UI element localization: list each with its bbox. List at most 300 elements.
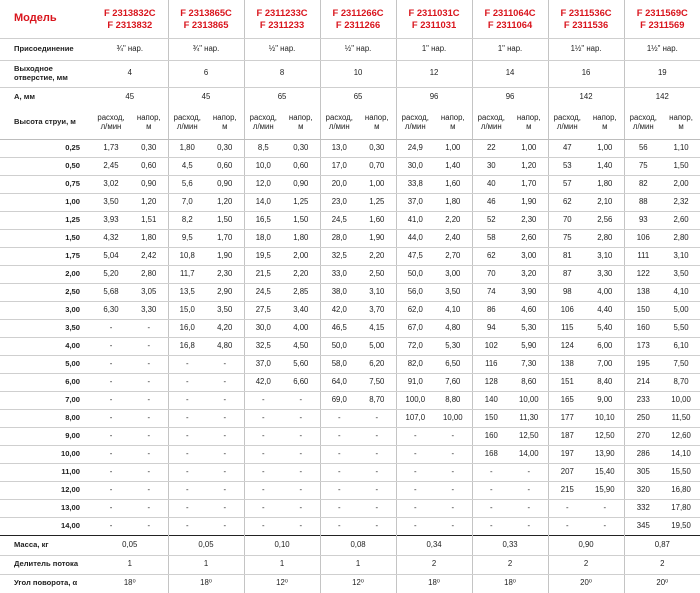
pressure: 6,60 bbox=[282, 373, 320, 391]
flow-rate: - bbox=[320, 499, 358, 517]
pressure: - bbox=[434, 481, 472, 499]
jet-height: 12,00 bbox=[0, 481, 92, 499]
flow-rate: 5,04 bbox=[92, 247, 130, 265]
info-value: 65 bbox=[244, 87, 320, 107]
pressure: 6,00 bbox=[586, 337, 624, 355]
flow-rate-header: расход, л/мин bbox=[396, 107, 434, 139]
pressure: 10,10 bbox=[586, 409, 624, 427]
flow-rate: 207 bbox=[548, 463, 586, 481]
flow-row bbox=[0, 337, 700, 355]
flow-row bbox=[0, 229, 700, 247]
bottom-label: Масса, кг bbox=[0, 535, 92, 555]
flow-rate: 1,73 bbox=[92, 139, 130, 157]
flow-rate: 72,0 bbox=[396, 337, 434, 355]
pressure: - bbox=[586, 499, 624, 517]
flow-rate: - bbox=[168, 391, 206, 409]
flow-rate: - bbox=[244, 445, 282, 463]
flow-rate: - bbox=[396, 445, 434, 463]
pressure: 1,90 bbox=[358, 229, 396, 247]
pressure: 1,80 bbox=[282, 229, 320, 247]
pressure: - bbox=[130, 391, 168, 409]
pressure: 4,60 bbox=[510, 301, 548, 319]
flow-rate: 10,8 bbox=[168, 247, 206, 265]
pressure: 5,50 bbox=[662, 319, 700, 337]
jet-height: 0,25 bbox=[0, 139, 92, 157]
flow-rate: 82 bbox=[624, 175, 662, 193]
flow-rate: 91,0 bbox=[396, 373, 434, 391]
flow-rate: 3,02 bbox=[92, 175, 130, 193]
model-code: F 2311569C bbox=[636, 7, 688, 19]
pressure: 5,00 bbox=[662, 301, 700, 319]
pressure: 4,80 bbox=[434, 319, 472, 337]
model-name bbox=[396, 0, 472, 38]
jet-height: 3,50 bbox=[0, 319, 92, 337]
pressure: 4,10 bbox=[662, 283, 700, 301]
pressure: - bbox=[358, 463, 396, 481]
bottom-value: 0,10 bbox=[244, 535, 320, 555]
flow-rate: - bbox=[320, 427, 358, 445]
flow-label: Высота струи, м bbox=[0, 107, 92, 139]
pressure: 5,30 bbox=[434, 337, 472, 355]
pressure: 0,60 bbox=[130, 157, 168, 175]
flow-rate: 5,68 bbox=[92, 283, 130, 301]
flow-row bbox=[0, 193, 700, 211]
flow-rate: 53 bbox=[548, 157, 586, 175]
bottom-label: Угол поворота, α bbox=[14, 578, 78, 588]
flow-rate: - bbox=[320, 463, 358, 481]
flow-row bbox=[0, 355, 700, 373]
pressure: 4,40 bbox=[586, 301, 624, 319]
pressure: 13,90 bbox=[586, 445, 624, 463]
flow-row bbox=[0, 427, 700, 445]
pressure: 0,30 bbox=[206, 139, 244, 157]
pressure: - bbox=[206, 481, 244, 499]
pressure: 3,50 bbox=[662, 265, 700, 283]
flow-rate: 150 bbox=[624, 301, 662, 319]
info-value: ¾" нар. bbox=[168, 38, 244, 60]
pressure: 2,80 bbox=[586, 229, 624, 247]
jet-height: 11,00 bbox=[0, 463, 92, 481]
flow-rate: 41,0 bbox=[396, 211, 434, 229]
pressure: 3,10 bbox=[586, 247, 624, 265]
pressure: 1,70 bbox=[510, 175, 548, 193]
flow-rate: 82,0 bbox=[396, 355, 434, 373]
info-value: 65 bbox=[320, 87, 396, 107]
info-row bbox=[0, 38, 700, 60]
pressure: - bbox=[510, 481, 548, 499]
pressure: 14,10 bbox=[662, 445, 700, 463]
flow-rate: - bbox=[548, 517, 586, 535]
pressure: - bbox=[434, 499, 472, 517]
flow-rate: 32,5 bbox=[244, 337, 282, 355]
flow-row bbox=[0, 211, 700, 229]
pressure: - bbox=[451, 520, 455, 530]
flow-rate: 115 bbox=[548, 319, 586, 337]
flow-rate-header: расход, л/мин bbox=[624, 107, 662, 139]
flow-rate: - bbox=[168, 499, 206, 517]
flow-rate: - bbox=[396, 427, 434, 445]
flow-rate: - bbox=[92, 427, 130, 445]
flow-rate: 138 bbox=[624, 283, 662, 301]
flow-rate: 50,0 bbox=[396, 265, 434, 283]
jet-height: 9,00 bbox=[0, 427, 92, 445]
pressure: - bbox=[527, 520, 531, 530]
pressure: 10,00 bbox=[510, 391, 548, 409]
pressure: 5,40 bbox=[586, 319, 624, 337]
flow-rate: - bbox=[168, 373, 206, 391]
pressure: 2,00 bbox=[282, 247, 320, 265]
flow-rate: 32,5 bbox=[320, 247, 358, 265]
flow-rate: 17,0 bbox=[320, 157, 358, 175]
flow-rate: 28,0 bbox=[320, 229, 358, 247]
pressure: - bbox=[130, 481, 168, 499]
model-code: F 2311064C bbox=[484, 7, 536, 19]
pressure: 1,51 bbox=[130, 211, 168, 229]
pressure: - bbox=[282, 391, 320, 409]
flow-rate: 93 bbox=[624, 211, 662, 229]
flow-rate: 62 bbox=[548, 193, 586, 211]
pressure: 6,20 bbox=[358, 355, 396, 373]
pressure: - bbox=[603, 520, 607, 530]
flow-rate: 197 bbox=[548, 445, 586, 463]
pressure: 5,60 bbox=[282, 355, 320, 373]
pressure: - bbox=[130, 427, 168, 445]
pressure: 3,30 bbox=[586, 265, 624, 283]
flow-rate: - bbox=[92, 445, 130, 463]
pressure: - bbox=[282, 427, 320, 445]
pressure: 0,30 bbox=[130, 139, 168, 157]
flow-rate: - bbox=[168, 427, 206, 445]
flow-rate: 233 bbox=[624, 391, 662, 409]
flow-rate: 37,0 bbox=[396, 193, 434, 211]
pressure: 2,00 bbox=[662, 175, 700, 193]
flow-rate: 187 bbox=[548, 427, 586, 445]
flow-rate: - bbox=[168, 445, 206, 463]
flow-row bbox=[0, 499, 700, 517]
pressure: 17,80 bbox=[662, 499, 700, 517]
flow-rate-header: расход, л/мин bbox=[244, 107, 282, 139]
flow-rate: 1,80 bbox=[168, 139, 206, 157]
info-value: 8 bbox=[244, 60, 320, 87]
pressure: 3,50 bbox=[206, 301, 244, 319]
pressure: 11,50 bbox=[662, 409, 700, 427]
flow-rate: 40 bbox=[472, 175, 510, 193]
flow-rate-header: расход, л/мин bbox=[92, 107, 130, 139]
pressure: 12,50 bbox=[510, 427, 548, 445]
pressure: 1,40 bbox=[586, 157, 624, 175]
flow-rate: 165 bbox=[548, 391, 586, 409]
flow-rate: - bbox=[168, 409, 206, 427]
flow-rate: 33,8 bbox=[396, 175, 434, 193]
flow-rate: 47 bbox=[548, 139, 586, 157]
flow-rate: 42,0 bbox=[244, 373, 282, 391]
pressure: 1,25 bbox=[358, 193, 396, 211]
flow-rate: 4,5 bbox=[168, 157, 206, 175]
flow-rate: 4,32 bbox=[92, 229, 130, 247]
model-name bbox=[472, 0, 548, 38]
pressure: - bbox=[206, 355, 244, 373]
pressure: 0,30 bbox=[358, 139, 396, 157]
pressure: 10,00 bbox=[662, 391, 700, 409]
flow-rate: - bbox=[320, 409, 358, 427]
flow-row bbox=[0, 373, 700, 391]
pressure: 5,30 bbox=[510, 319, 548, 337]
pressure: 1,00 bbox=[434, 139, 472, 157]
pressure: 7,50 bbox=[358, 373, 396, 391]
flow-rate: - bbox=[168, 463, 206, 481]
model-code: F 2311536 bbox=[563, 18, 609, 30]
model-code: F 2311064 bbox=[487, 18, 533, 30]
pressure: 2,20 bbox=[434, 211, 472, 229]
pressure: - bbox=[375, 520, 379, 530]
flow-rate: 345 bbox=[624, 517, 662, 535]
model-code: F 2313865C bbox=[180, 7, 232, 19]
flow-rate: 140 bbox=[472, 391, 510, 409]
pressure: - bbox=[130, 409, 168, 427]
pressure: 1,80 bbox=[434, 193, 472, 211]
pressure: 0,90 bbox=[130, 175, 168, 193]
pressure: - bbox=[147, 520, 151, 530]
pressure: 0,60 bbox=[206, 157, 244, 175]
bottom-value: 1 bbox=[168, 555, 244, 574]
pressure: - bbox=[130, 373, 168, 391]
flow-rate: 160 bbox=[472, 427, 510, 445]
bottom-value: 0,08 bbox=[320, 535, 396, 555]
pressure: 15,90 bbox=[586, 481, 624, 499]
pressure: - bbox=[206, 427, 244, 445]
flow-rate: 150 bbox=[472, 409, 510, 427]
pressure: 0,70 bbox=[358, 157, 396, 175]
pressure-header: напор, м bbox=[282, 107, 320, 139]
flow-rate: 24,5 bbox=[320, 211, 358, 229]
model-name bbox=[92, 0, 168, 38]
pressure: 2,30 bbox=[510, 211, 548, 229]
info-value: 19 bbox=[624, 60, 700, 87]
pressure: 1,00 bbox=[586, 139, 624, 157]
jet-height: 1,50 bbox=[0, 229, 92, 247]
flow-rate: 2,45 bbox=[92, 157, 130, 175]
flow-rate: - bbox=[472, 517, 510, 535]
bottom-value: 18⁰ bbox=[396, 574, 472, 593]
pressure: 1,90 bbox=[510, 193, 548, 211]
flow-rate-header: расход, л/мин bbox=[472, 107, 510, 139]
pressure: - bbox=[206, 373, 244, 391]
flow-rate: 44,0 bbox=[396, 229, 434, 247]
flow-rate: - bbox=[244, 517, 282, 535]
pressure: 1,50 bbox=[282, 211, 320, 229]
pressure: - bbox=[206, 463, 244, 481]
pressure: 4,50 bbox=[282, 337, 320, 355]
bottom-value: 0,90 bbox=[548, 535, 624, 555]
jet-height: 3,00 bbox=[0, 301, 92, 319]
pressure: 1,90 bbox=[206, 247, 244, 265]
pressure: 11,30 bbox=[510, 409, 548, 427]
pressure: 10,00 bbox=[434, 409, 472, 427]
flow-row bbox=[0, 157, 700, 175]
pressure: 2,20 bbox=[282, 265, 320, 283]
pressure: 5,00 bbox=[358, 337, 396, 355]
pressure: 2,10 bbox=[586, 193, 624, 211]
bottom-value: 18⁰ bbox=[123, 578, 136, 588]
info-value: 16 bbox=[548, 60, 624, 87]
flow-rate: 58,0 bbox=[320, 355, 358, 373]
flow-rate: - bbox=[92, 409, 130, 427]
pressure: 14,00 bbox=[510, 445, 548, 463]
bottom-label: Делитель потока bbox=[0, 555, 92, 574]
info-value: 1" нар. bbox=[472, 38, 548, 60]
pressure: 0,60 bbox=[282, 157, 320, 175]
model-code: F 2313865 bbox=[183, 18, 229, 30]
model-label: Модель bbox=[0, 0, 92, 38]
pressure-header: напор, м bbox=[586, 107, 624, 139]
pressure: 1,20 bbox=[510, 157, 548, 175]
flow-rate: 27,5 bbox=[244, 301, 282, 319]
bottom-value: 2 bbox=[548, 555, 624, 574]
pressure: - bbox=[282, 463, 320, 481]
flow-rate: 19,5 bbox=[244, 247, 282, 265]
flow-rate: 160 bbox=[624, 319, 662, 337]
flow-rate: 177 bbox=[548, 409, 586, 427]
pressure: - bbox=[358, 427, 396, 445]
flow-rate: - bbox=[244, 463, 282, 481]
flow-rate: 20,0 bbox=[320, 175, 358, 193]
jet-height: 2,50 bbox=[0, 283, 92, 301]
flow-rate: 15,0 bbox=[168, 301, 206, 319]
flow-rate: 11,7 bbox=[168, 265, 206, 283]
pressure: 2,32 bbox=[662, 193, 700, 211]
pressure: 6,50 bbox=[434, 355, 472, 373]
flow-rate: - bbox=[244, 409, 282, 427]
flow-row bbox=[0, 319, 700, 337]
flow-rate: 14,0 bbox=[244, 193, 282, 211]
flow-rate: 195 bbox=[624, 355, 662, 373]
flow-rate: 30 bbox=[472, 157, 510, 175]
flow-rate: - bbox=[320, 481, 358, 499]
pressure: 3,20 bbox=[510, 265, 548, 283]
flow-rate: 124 bbox=[548, 337, 586, 355]
bottom-value: 20⁰ bbox=[548, 574, 624, 593]
bottom-value: 20⁰ bbox=[624, 574, 700, 593]
pressure: 19,50 bbox=[671, 520, 691, 530]
model-code: F 2311031 bbox=[411, 18, 457, 30]
pressure: 4,20 bbox=[206, 319, 244, 337]
flow-rate: - bbox=[92, 319, 130, 337]
pressure: 1,70 bbox=[206, 229, 244, 247]
pressure: - bbox=[130, 319, 168, 337]
flow-rate: 3,93 bbox=[92, 211, 130, 229]
flow-rate: - bbox=[396, 517, 434, 535]
pressure: 8,70 bbox=[662, 373, 700, 391]
model-header-row bbox=[0, 0, 700, 38]
pressure: - bbox=[434, 445, 472, 463]
flow-rate: 16,5 bbox=[244, 211, 282, 229]
pressure: 6,10 bbox=[662, 337, 700, 355]
info-value: 4 bbox=[92, 60, 168, 87]
flow-rate: 5,20 bbox=[92, 265, 130, 283]
pressure-header: напор, м bbox=[358, 107, 396, 139]
bottom-value: 0,87 bbox=[624, 535, 700, 555]
flow-rate: 94 bbox=[472, 319, 510, 337]
bottom-value: 0,33 bbox=[472, 535, 548, 555]
flow-rate: 88 bbox=[624, 193, 662, 211]
bottom-value: 1 bbox=[92, 555, 168, 574]
bottom-value: 18⁰ bbox=[168, 574, 244, 593]
flow-rate: 70 bbox=[472, 265, 510, 283]
pressure: 3,05 bbox=[130, 283, 168, 301]
model-code: F 2311266 bbox=[335, 18, 381, 30]
pressure-header: напор, м bbox=[510, 107, 548, 139]
pressure: - bbox=[206, 499, 244, 517]
flow-rate: - bbox=[92, 355, 130, 373]
flow-rate: - bbox=[168, 517, 206, 535]
flow-rate: 12,0 bbox=[244, 175, 282, 193]
flow-rate: 30,0 bbox=[396, 157, 434, 175]
pressure: 2,50 bbox=[358, 265, 396, 283]
flow-rate: 87 bbox=[548, 265, 586, 283]
info-value: 12 bbox=[396, 60, 472, 87]
flow-rate: 106 bbox=[624, 229, 662, 247]
pressure: 1,00 bbox=[510, 139, 548, 157]
info-value: 45 bbox=[168, 87, 244, 107]
pressure: 2,80 bbox=[130, 265, 168, 283]
jet-height: 0,50 bbox=[0, 157, 92, 175]
flow-rate: 69,0 bbox=[320, 391, 358, 409]
info-value: 6 bbox=[168, 60, 244, 87]
pressure: 2,80 bbox=[662, 229, 700, 247]
bottom-value: 1 bbox=[320, 555, 396, 574]
flow-rate: 215 bbox=[548, 481, 586, 499]
flow-row bbox=[0, 283, 700, 301]
flow-rate: 3,50 bbox=[92, 193, 130, 211]
pressure: 2,60 bbox=[510, 229, 548, 247]
flow-rate: 100,0 bbox=[396, 391, 434, 409]
pressure: 1,00 bbox=[358, 175, 396, 193]
model-name bbox=[168, 0, 244, 38]
flow-rate: - bbox=[244, 427, 282, 445]
pressure: 1,50 bbox=[206, 211, 244, 229]
flow-row bbox=[0, 445, 700, 463]
pressure: - bbox=[282, 481, 320, 499]
pressure: 15,50 bbox=[662, 463, 700, 481]
model-code: F 2311233 bbox=[259, 18, 305, 30]
model-code: F 2311266C bbox=[332, 7, 384, 19]
pressure: 2,40 bbox=[434, 229, 472, 247]
pressure: - bbox=[358, 499, 396, 517]
flow-rate: 98 bbox=[548, 283, 586, 301]
flow-rate-header: расход, л/мин bbox=[168, 107, 206, 139]
jet-height: 8,00 bbox=[0, 409, 92, 427]
pressure: 1,10 bbox=[662, 139, 700, 157]
info-label: Выходное отверстие, мм bbox=[0, 60, 92, 87]
pressure: 4,80 bbox=[206, 337, 244, 355]
bottom-value: 18⁰ bbox=[472, 574, 548, 593]
flow-rate: - bbox=[92, 391, 130, 409]
pressure: 1,50 bbox=[662, 157, 700, 175]
pressure: 1,20 bbox=[130, 193, 168, 211]
info-value: ¾" нар. bbox=[92, 38, 168, 60]
flow-rate: 102 bbox=[472, 337, 510, 355]
flow-rate: 111 bbox=[624, 247, 662, 265]
flow-rate: 46,5 bbox=[320, 319, 358, 337]
info-label: А, мм bbox=[14, 91, 35, 101]
flow-rate: - bbox=[168, 481, 206, 499]
flow-rate: 62,0 bbox=[396, 301, 434, 319]
flow-rate: 56,0 bbox=[396, 283, 434, 301]
flow-rate: - bbox=[396, 481, 434, 499]
bottom-row bbox=[0, 555, 700, 574]
flow-rate: 8,5 bbox=[244, 139, 282, 157]
jet-height: 13,00 bbox=[0, 499, 92, 517]
